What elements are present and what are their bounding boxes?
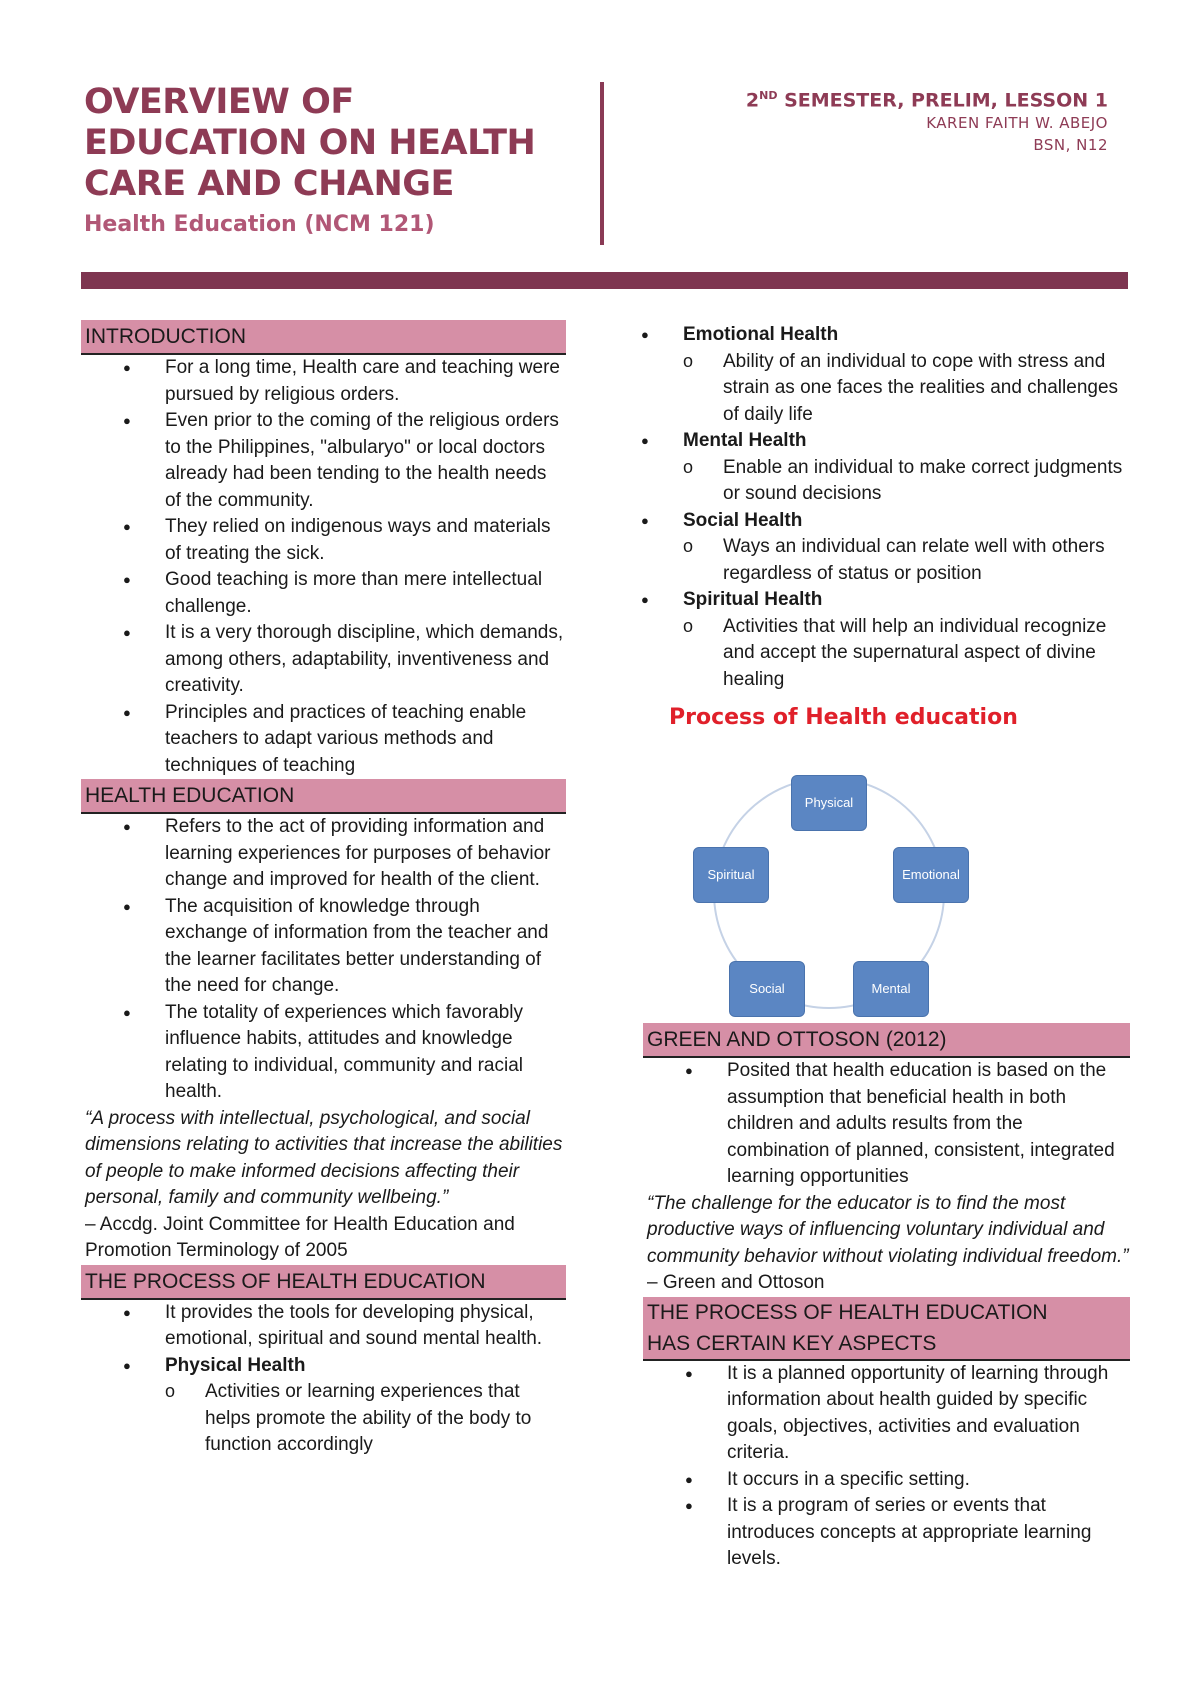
cycle-node-mental: Mental [853, 961, 929, 1017]
document-title [84, 82, 604, 205]
cycle-node-spiritual: Spiritual [693, 847, 769, 903]
diagram-title: Process of Health education [669, 705, 1018, 730]
aspect-name: Spiritual Health [683, 589, 823, 610]
aspect-name: Physical Health [165, 1354, 306, 1376]
cycle-node-social: Social [729, 961, 805, 1017]
list-item [683, 508, 1130, 588]
list-item: ● Posited that health education is based on the assumption that beneficial health in both children and adults results from the combination of planned, consistent, integrated learning opportunities [727, 1058, 1130, 1191]
course-section: BSN, N12 [1033, 136, 1108, 155]
list-item: ● It provides the tools for developing physical, emotional, spiritual and sound mental health. [165, 1300, 566, 1353]
semester-label: 2ND SEMESTER, PRELIM, LESSON 1 [745, 89, 1108, 112]
green-ottoson-list [643, 1058, 1130, 1191]
aspect-name: Mental Health [683, 430, 807, 451]
list-item: ● It is a planned opportunity of learning through information about health guided by specific goals, objectives, activities and evaluation criteria. [727, 1361, 1130, 1467]
definition-quote: “A process with intellectual, psychological, and social dimensions relating to activities that increase the abilities of people to make informed decisions affecting their personal, family and community wellbeing.” [85, 1107, 563, 1208]
quote-attribution: – Accdg. Joint Committee for Health Education and Promotion Terminology of 2005 [85, 1213, 515, 1261]
section-heading-process: THE PROCESS OF HEALTH EDUCATION [81, 1265, 566, 1300]
health-education-list [81, 814, 566, 1106]
process-cycle-diagram [643, 733, 1130, 1023]
section-heading-key-aspects: THE PROCESS OF HEALTH EDUCATION HAS CERTAIN KEY ASPECTS [643, 1297, 1130, 1361]
process-list [81, 1300, 566, 1459]
list-item: ● Refers to the act of providing information and learning experiences for purposes of behavior change and improved for health of the client. [165, 814, 566, 894]
cycle-node-emotional: Emotional [893, 847, 969, 903]
introduction-list [81, 355, 566, 779]
aspect-name: Social Health [683, 509, 803, 531]
quote-attribution: – Green and Ottoson [647, 1272, 825, 1293]
list-item: ● The acquisition of knowledge through exchange of information from the teacher and the learner facilitates better understanding of the need for change. [165, 894, 566, 1000]
aspect-description: o Activities that will help an individual recognize and accept the supernatural aspect of divine healing [723, 614, 1130, 694]
section-heading-introduction: INTRODUCTION [81, 320, 566, 355]
process-aspects-list [643, 322, 1130, 693]
list-item: ● It is a very thorough discipline, which demands, among others, adaptability, inventiveness and creativity. [165, 620, 566, 700]
list-item: ● Principles and practices of teaching enable teachers to adapt various methods and techniques of teaching [165, 700, 566, 780]
aspect-name: Emotional Health [683, 324, 839, 345]
aspect-description: o Ability of an individual to cope with stress and strain as one faces the realities and challenges of daily life [723, 349, 1130, 429]
green-ottoson-quote: “The challenge for the educator is to find the most productive ways of influencing voluntary individual and community behavior without violating individual freedom.” – Green and Ottoson [647, 1192, 1129, 1293]
header-vertical-divider [600, 82, 604, 245]
aspect-description: o Activities or learning experiences that helps promote the ability of the body to function accordingly [205, 1379, 566, 1459]
list-item: ● The totality of experiences which favorably influence habits, attitudes and knowledge relating to individual, community and racial health. [165, 1000, 566, 1106]
section-heading-health-education: HEALTH EDUCATION [81, 779, 566, 814]
list-item [683, 322, 1130, 428]
list-item: ● Even prior to the coming of the religious orders to the Philippines, "albularyo" or local doctors already had been tending to the health needs of the community. [165, 408, 566, 514]
right-column [643, 322, 1130, 1573]
aspect-description: o Ways an individual can relate well with others regardless of status or position [723, 534, 1130, 587]
list-item [165, 1353, 566, 1459]
list-item: ● It is a program of series or events that introduces concepts at appropriate learning levels. [727, 1493, 1130, 1573]
title-line-3: CARE AND CHANGE [84, 164, 454, 204]
list-item: ● For a long time, Health care and teaching were pursued by religious orders. [165, 355, 566, 408]
section-heading-green-ottoson: GREEN AND OTTOSON (2012) [643, 1023, 1130, 1058]
list-item: ● Good teaching is more than mere intellectual challenge. [165, 567, 566, 620]
header-meta [746, 84, 1108, 156]
list-item [683, 587, 1130, 693]
list-item: ● They relied on indigenous ways and materials of treating the sick. [165, 514, 566, 567]
author-name: KAREN FAITH W. ABEJO [926, 114, 1108, 133]
title-line-1: OVERVIEW OF [84, 82, 354, 122]
cycle-node-physical: Physical [791, 775, 867, 831]
header-divider-bar [81, 272, 1128, 289]
left-column [81, 320, 566, 1459]
aspect-description: o Enable an individual to make correct judgments or sound decisions [723, 455, 1130, 508]
list-item: ● It occurs in a specific setting. [727, 1467, 1130, 1494]
list-item [683, 428, 1130, 508]
course-subtitle: Health Education (NCM 121) [84, 212, 435, 237]
key-aspects-list [643, 1361, 1130, 1573]
title-line-2: EDUCATION ON HEALTH [84, 123, 536, 163]
